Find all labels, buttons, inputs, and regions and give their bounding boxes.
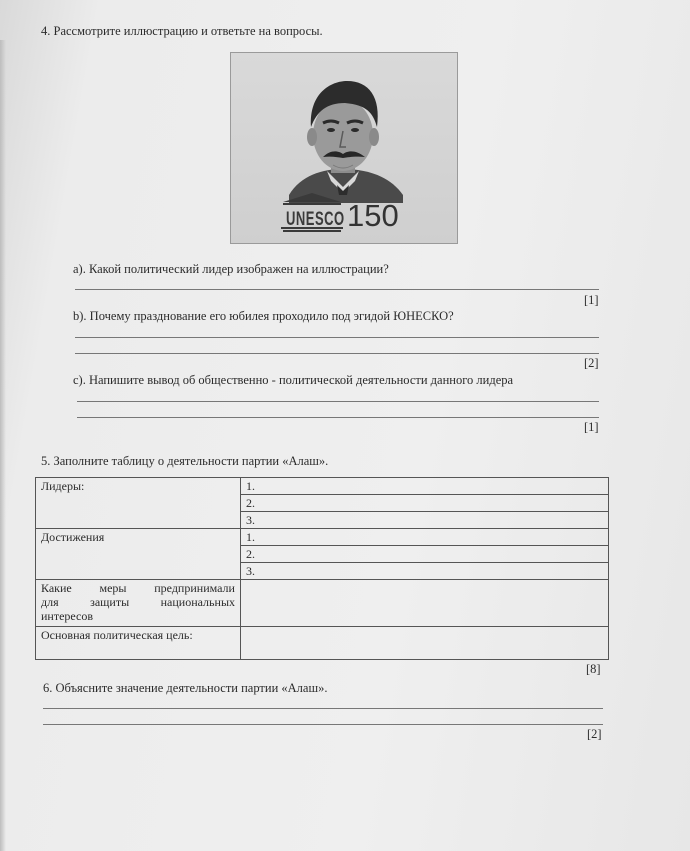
goal-label-cell: Основная политическая цель: [36, 627, 241, 660]
leaders-item-2[interactable]: 2. [241, 495, 609, 512]
unesco-logo [281, 197, 343, 233]
measures-word: Какие [41, 581, 72, 595]
table-row [36, 580, 609, 627]
table-row [36, 627, 609, 660]
question-6-title: 6. Объясните значение деятельности партии «Алаш». [43, 681, 328, 695]
answer-line-4c-1[interactable] [77, 401, 599, 402]
answer-line-4b-1[interactable] [75, 337, 599, 338]
achievements-item-3[interactable]: 3. [241, 563, 609, 580]
leaders-item-3[interactable]: 3. [241, 512, 609, 529]
question-4c-mark: [1] [584, 420, 599, 434]
question-4a-mark: [1] [584, 293, 599, 307]
measures-label-line-1 [41, 581, 235, 595]
question-6-mark: [2] [587, 727, 602, 741]
measures-answer-cell[interactable] [241, 580, 609, 627]
portrait-illustration [230, 52, 458, 244]
answer-line-6-2[interactable] [43, 724, 603, 725]
question-4a-text: а). Какой политический лидер изображен на иллюстрации? [73, 262, 389, 276]
measures-label-cell [36, 580, 241, 627]
answer-line-4c-2[interactable] [77, 417, 599, 418]
question-5-mark: [8] [586, 662, 601, 676]
page-edge-shadow [0, 40, 6, 851]
answer-line-4a[interactable] [75, 289, 599, 290]
measures-label-line-2 [41, 595, 235, 609]
leaders-label-cell: Лидеры: [36, 478, 241, 529]
measures-word: предпринимали [154, 581, 235, 595]
measures-word: защиты [90, 595, 130, 609]
answer-line-6-1[interactable] [43, 708, 603, 709]
achievements-label-cell: Достижения [36, 529, 241, 580]
question-4c-text: c). Напишите вывод об общественно - политической деятельности данного лидера [73, 373, 514, 387]
alash-activity-table [35, 477, 609, 660]
measures-label-line-3: интересов [41, 609, 94, 623]
anniversary-number: 150 [347, 198, 399, 233]
question-5-title: 5. Заполните таблицу о деятельности партии «Алаш». [41, 454, 329, 468]
achievements-item-2[interactable]: 2. [241, 546, 609, 563]
goal-answer-cell[interactable] [241, 627, 609, 660]
unesco-150-mark [281, 195, 399, 233]
question-4b-mark: [2] [584, 356, 599, 370]
measures-word: национальных [160, 595, 235, 609]
unesco-logo-text: UNESCO [286, 207, 345, 230]
answer-line-4b-2[interactable] [75, 353, 599, 354]
achievements-item-1[interactable]: 1. [241, 529, 609, 546]
question-4-title: 4. Рассмотрите иллюстрацию и ответьте на вопросы. [41, 24, 323, 38]
table-row [36, 529, 609, 546]
table-row [36, 478, 609, 495]
measures-word: меры [99, 581, 127, 595]
measures-word: для [41, 595, 59, 609]
question-4b-text: b). Почему празднование его юбилея проходило под эгидой ЮНЕСКО? [73, 309, 454, 323]
leaders-item-1[interactable]: 1. [241, 478, 609, 495]
